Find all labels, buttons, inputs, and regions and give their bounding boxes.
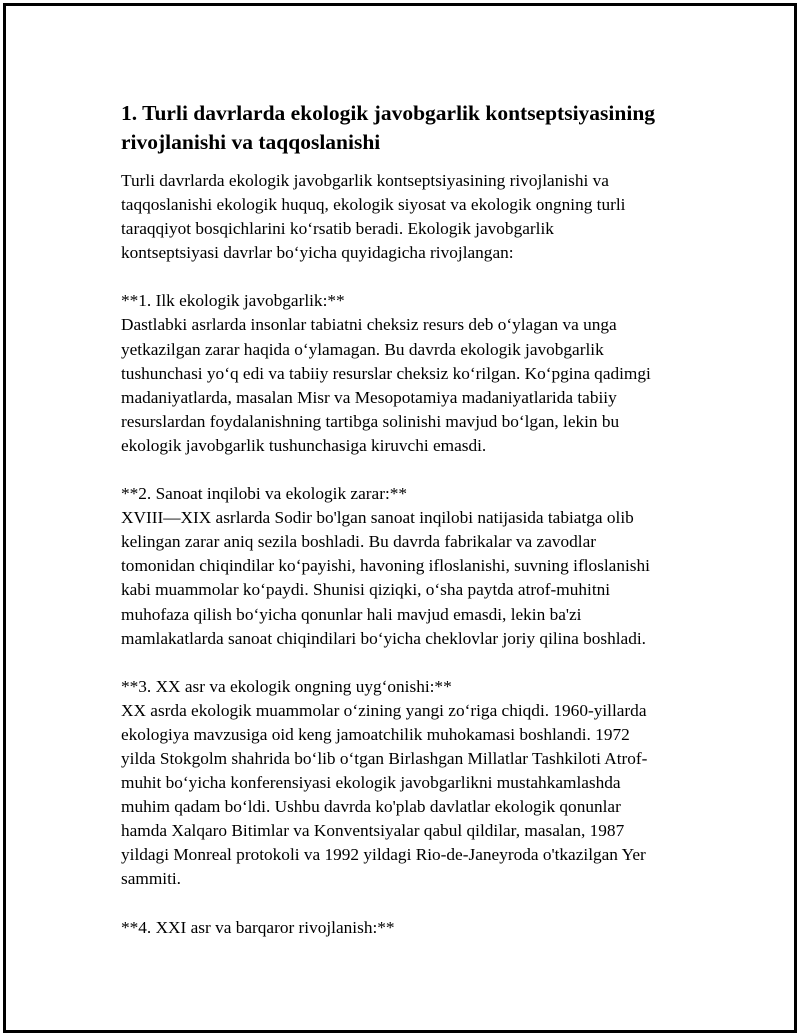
text-line: ekologiya mavzusiga oid keng jamoatchilik muhokamasi boshlandi. 1972 xyxy=(121,724,630,744)
text-line: Dastlabki asrlarda insonlar tabiatni cheksiz resurs deb o‘ylagan va unga xyxy=(121,315,617,335)
text-line: mamlakatlarda sanoat chiqindilari bo‘yicha cheklovlar joriy qilina boshladi. xyxy=(121,628,646,648)
text-line: madaniyatlarda, masalan Misr va Mesopotamiya madaniyatlarida tabiiy xyxy=(121,387,617,407)
text-line: yildagi Monreal protokoli va 1992 yildagi Rio-de-Janeyroda o'tkazilgan Yer xyxy=(121,845,646,865)
document-title xyxy=(121,99,701,157)
text-line: resurslardan foydalanishning tartibga solinishi mavjud bo‘lgan, lekin bu xyxy=(121,411,620,431)
text-line: tomonidan chiqindilar ko‘payishi, havoning ifloslanishi, suvning ifloslanishi xyxy=(121,556,650,576)
section-twenty-first-century xyxy=(121,916,701,940)
section-twentieth-century xyxy=(121,675,701,892)
intro-paragraph xyxy=(121,169,701,265)
text-line: Turli davrlarda ekologik javobgarlik kontseptsiyasining rivojlanishi va xyxy=(121,171,609,190)
text-line: muhit bo‘yicha konferensiyasi ekologik javobgarlikni mustahkamlashda xyxy=(121,773,621,793)
page-frame xyxy=(3,3,797,1033)
section-heading: **1. Ilk ekologik javobgarlik:** xyxy=(121,291,345,311)
text-line: muhim qadam bo‘ldi. Ushbu davrda ko'plab davlatlar ekologik qonunlar xyxy=(121,797,621,817)
section-heading: **4. XXI asr va barqaror rivojlanish:** xyxy=(121,917,395,937)
document-body xyxy=(121,99,701,940)
text-line: ekologik javobgarlik tushunchasiga kiruvchi emasdi. xyxy=(121,435,487,455)
title-line: rivojlanishi va taqqoslanishi xyxy=(121,130,381,154)
text-line: tushunchasi yo‘q edi va tabiiy resurslar cheksiz ko‘rilgan. Ko‘pgina qadimgi xyxy=(121,363,651,383)
text-line: sammiti. xyxy=(121,869,182,889)
text-line: XX asrda ekologik muammolar o‘zining yangi zo‘riga chiqdi. 1960-yillarda xyxy=(121,700,647,720)
text-line: yetkazilgan zarar haqida o‘ylamagan. Bu davrda ekologik javobgarlik xyxy=(121,339,604,359)
text-line: kontseptsiyasi davrlar bo‘yicha quyidagicha rivojlangan: xyxy=(121,243,514,263)
section-heading: **2. Sanoat inqilobi va ekologik zarar:** xyxy=(121,484,408,504)
text-line: muhofaza qilish bo‘yicha qonunlar hali mavjud emasdi, lekin ba'zi xyxy=(121,604,582,624)
text-line: kelingan zarar aniq sezila boshladi. Bu davrda fabrikalar va zavodlar xyxy=(121,532,597,552)
text-line: taraqqiyot bosqichlarini ko‘rsatib beradi. Ekologik javobgarlik xyxy=(121,219,554,239)
text-line: kabi muammolar ko‘paydi. Shunisi qiziqki, o‘sha paytda atrof-muhitni xyxy=(121,580,611,600)
text-line: taqqoslanishi ekologik huquq, ekologik siyosat va ekologik ongning turli xyxy=(121,195,626,215)
text-line: XVIII—XIX asrlarda Sodir bo'lgan sanoat inqilobi natijasida tabiatga olib xyxy=(121,508,634,528)
section-early-responsibility xyxy=(121,289,701,458)
title-line: 1. Turli davrlarda ekologik javobgarlik kontseptsiyasining xyxy=(121,101,656,125)
section-heading: **3. XX asr va ekologik ongning uyg‘onishi:** xyxy=(121,676,452,696)
text-line: yilda Stokgolm shahrida bo‘lib o‘tgan Birlashgan Millatlar Tashkiloti Atrof- xyxy=(121,748,648,768)
section-industrial-revolution xyxy=(121,482,701,651)
text-line: hamda Xalqaro Bitimlar va Konventsiyalar qabul qildilar, masalan, 1987 xyxy=(121,821,625,841)
